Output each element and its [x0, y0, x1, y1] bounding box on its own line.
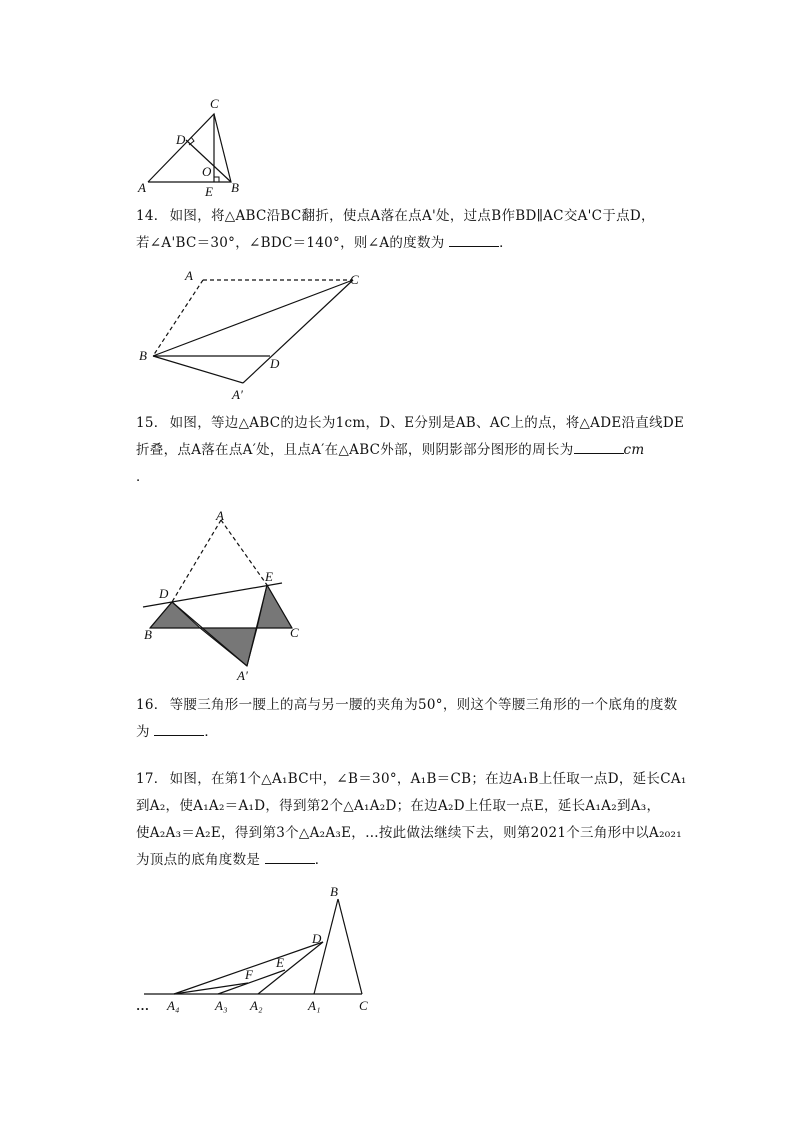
label-A1: A₁: [308, 998, 321, 1013]
figure-q14: [135, 268, 375, 403]
label-C: C: [359, 998, 368, 1013]
label-B: B: [231, 180, 239, 195]
label-D: D: [270, 356, 280, 371]
q14-line1: 14． 如图，将△ABC沿BC翻折，使点A落在点A'处，过点B作BD∥AC交A'C于点D，: [136, 208, 655, 224]
answer-blank-q15[interactable]: [574, 439, 624, 454]
label-E: E: [265, 569, 273, 584]
label-A3: A₃: [215, 998, 228, 1013]
label-D: D: [159, 586, 169, 601]
question-14: [136, 203, 681, 257]
label-C: C: [290, 625, 299, 640]
label-E: E: [205, 184, 213, 199]
label-A-prime: A′: [237, 668, 248, 683]
label-A: A: [185, 268, 193, 283]
figure-q17: [130, 882, 375, 1017]
ellipsis: …: [136, 998, 149, 1013]
label-A-prime: A′: [232, 387, 243, 402]
q15-line2: 折叠，点A落在点A′处，且点A′在△ABC外部，则阴影部分图形的周长为 cm: [136, 437, 681, 464]
figure-q15: [135, 508, 310, 683]
label-A2: A₂: [250, 998, 263, 1013]
label-F: F: [245, 967, 253, 982]
q15-line1: 15． 如图，等边△ABC的边长为1cm，D、E分别是AB、AC上的点，将△ADE沿直线DE: [136, 415, 685, 431]
q17-line3: 使A₂A₃＝A₂E，得到第3个△A₂A₃E，…按此做法继续下去，则第2021个三角形中以A₂₀₂₁: [136, 825, 682, 841]
label-C: C: [350, 272, 359, 287]
label-C: C: [210, 96, 219, 111]
answer-blank-q17[interactable]: [265, 849, 315, 864]
question-17: [136, 766, 687, 874]
answer-blank-q14[interactable]: [449, 232, 499, 247]
question-15: [136, 410, 685, 491]
answer-blank-q16[interactable]: [154, 721, 204, 736]
label-A4: A₄: [167, 998, 180, 1013]
label-B: B: [144, 627, 152, 642]
label-D: D: [176, 132, 186, 147]
q15-line3: ．: [136, 469, 150, 485]
figure-q13: [130, 92, 260, 200]
q17-line4: 为顶点的底角度数是 ．: [136, 847, 681, 874]
q17-line1: 17． 如图，在第1个△A₁BC中，∠B＝30°，A₁B＝CB；在边A₁B上任取一点D，延长CA₁: [136, 771, 687, 787]
q16-line2: 为 ．: [136, 719, 681, 746]
label-B: B: [139, 348, 147, 363]
q16-line1: 16． 等腰三角形一腰上的高与另一腰的夹角为50°，则这个等腰三角形的一个底角的度数: [136, 697, 678, 713]
q14-line2: 若∠A'BC＝30°，∠BDC＝140°，则∠A的度数为 ．: [136, 230, 681, 257]
label-A: A: [138, 180, 146, 195]
label-D: D: [312, 931, 322, 946]
label-B: B: [330, 884, 338, 899]
label-E: E: [276, 955, 284, 970]
label-A: A: [216, 508, 224, 523]
question-16: [136, 692, 681, 746]
q17-line2: 到A₂，使A₁A₂＝A₁D，得到第2个△A₁A₂D；在边A₂D上任取一点E，延长A₁A₂到A₃，: [136, 798, 661, 814]
label-O: O: [202, 164, 212, 179]
